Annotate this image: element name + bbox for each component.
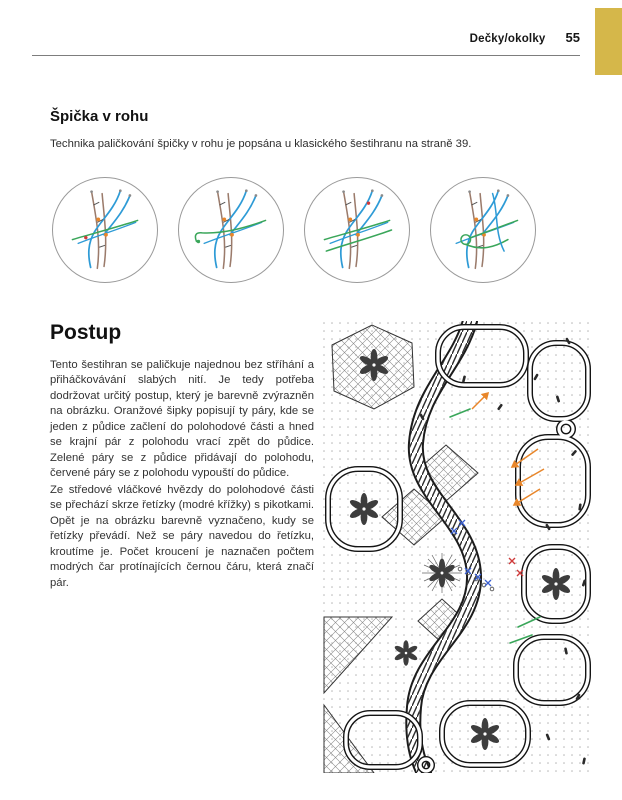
page-header [32,30,580,56]
lace-pattern-diagram [322,321,594,773]
lace-step-4-icon [437,184,529,276]
lace-step-3-icon [311,184,403,276]
page-content [50,108,574,773]
lace-step-2-icon [185,184,277,276]
step-diagram-4 [430,177,536,283]
postup-section [50,321,574,773]
lace-step-1-icon [59,184,151,276]
lace-pattern-figure [322,321,594,773]
step-diagram-2 [178,177,284,283]
step-diagram-1 [52,177,158,283]
gold-accent-bar [595,8,622,75]
step-diagram-3 [304,177,410,283]
step-circles [52,177,574,283]
postup-title: Postup [50,321,122,344]
postup-text-column [50,321,314,592]
page-number: 55 [565,30,580,45]
tip-intro: Technika paličkování špičky v rohu je popsána u klasického šestihranu na straně 39. [50,138,472,150]
postup-paragraph-1: Tento šestihran se paličkuje najednou bez stříhání a přiháčkovávání slabých nití. Je tedy potřeba dodržovat určitý postup, který je barevně zvýrazněn na obrázku. Oranžové šipky popisují ty páry, kde se jeden z půdice začlení do polohodové části a hned se krajní pár z polohodu vrací zpět do půdice. Zelené páry se z půdice přidávají do polohodu, červené páry se z polohodu vypouští do půdice. [50,359,314,480]
section-label: Dečky/okolky [469,33,546,45]
postup-paragraph-2: Ze středové vláčkové hvězdy do polohodové části se přechází skrze řetízky (modré křížky) s pikotkami. Opět je na obrázku barevně vyznačeno, kudy se řetízky převádí. Než se páry navedou do řetízku, kroutíme je. Počet kroucení je naznačen počtem modrých čar protínajících černou čáru, která značí pár. [50,483,314,589]
tip-title: Špička v rohu [50,108,149,125]
